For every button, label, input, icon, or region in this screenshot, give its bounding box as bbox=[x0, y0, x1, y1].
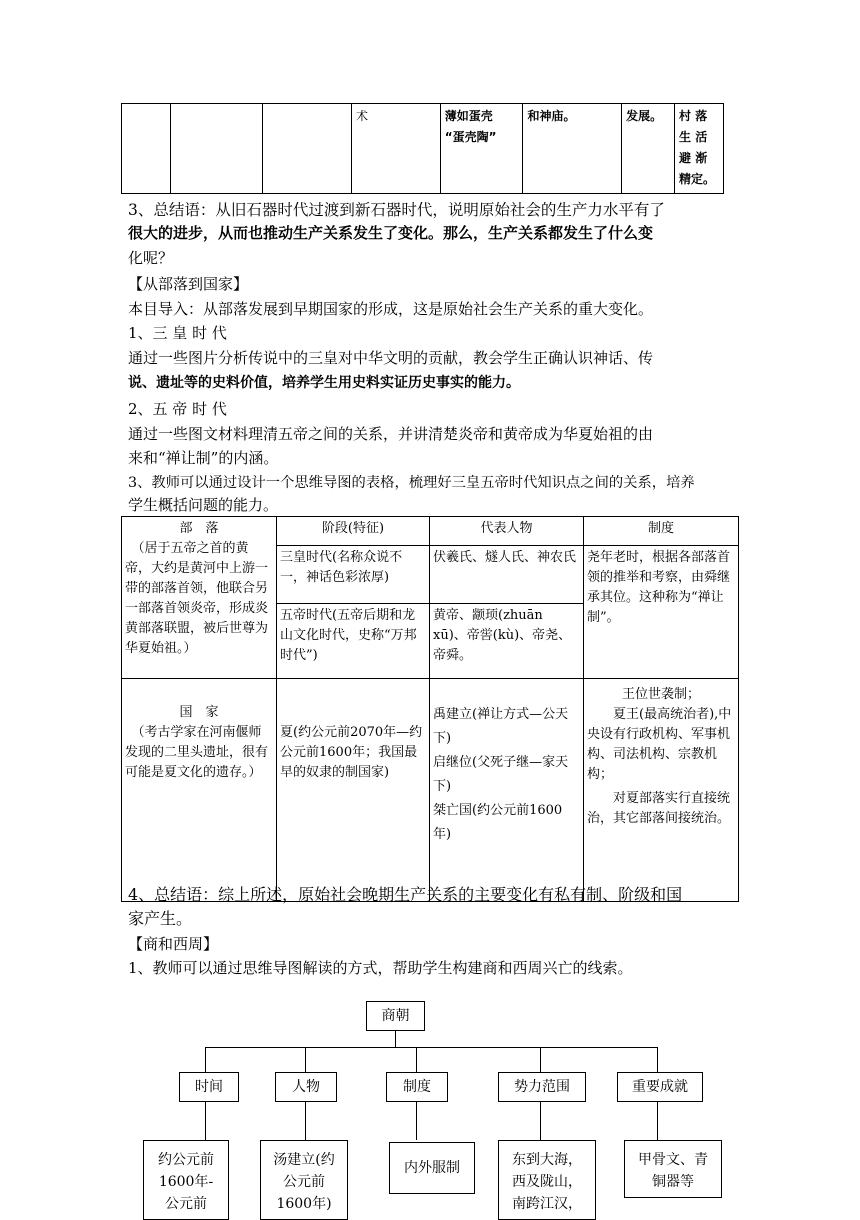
section-intro: 本目导入：从部落发展到早期国家的形成，这是原始社会生产关系的重大变化。 bbox=[128, 300, 654, 318]
section-heading-shang: 【商和西周】 bbox=[128, 935, 219, 953]
three-emperors-table bbox=[121, 516, 739, 902]
summary4-line2: 家产生。 bbox=[128, 909, 193, 928]
state-stage-cell: 夏(约公元前2070年—约公元前1600年；我国最早的奴隶的制国家) bbox=[277, 679, 430, 902]
mindmap-branch-people: 人物 bbox=[275, 1072, 337, 1102]
state-system: 夏王(最高统治者),中央设有行政机构、军事机构、司法机构、宗教机构； bbox=[587, 707, 732, 782]
item1-line2: 说、遗址等的史料价值，培养学生用史料实证历史事实的能力。 bbox=[128, 375, 520, 391]
mindmap-connector bbox=[305, 1047, 306, 1072]
state-system-cell bbox=[584, 679, 739, 902]
header-people: 代表人物 bbox=[430, 517, 584, 546]
mindmap-branch-territory: 势力范围 bbox=[498, 1072, 586, 1102]
mindmap-leaf-achievements: 甲骨文、青 铜器等 bbox=[624, 1140, 722, 1198]
item3-line2: 学生概括问题的能力。 bbox=[128, 496, 279, 514]
summary3-line2: 很大的进步，从而也推动生产关系发生了变化。那么，生产关系都发生了什么变 bbox=[128, 224, 654, 242]
mindmap-connector bbox=[205, 1047, 657, 1048]
header-system: 制度 bbox=[584, 517, 739, 546]
item1-line1: 通过一些图片分析传说中的三皇对中华文明的贡献，教会学生正确认识神话、传 bbox=[128, 349, 654, 367]
mindmap-connector bbox=[416, 1047, 417, 1072]
mindmap-connector bbox=[205, 1102, 206, 1140]
table-cell bbox=[263, 104, 352, 194]
table-cell bbox=[170, 104, 263, 194]
mindmap-connector bbox=[395, 1031, 396, 1047]
summary3-line3: 化呢？ bbox=[128, 249, 174, 267]
table-cell: 术 bbox=[352, 104, 441, 194]
table-cell bbox=[122, 104, 171, 194]
item2-line1: 通过一些图文材料理清五帝之间的关系，并讲清楚炎帝和黄帝成为华夏始祖的由 bbox=[128, 425, 654, 443]
item2-line2: 来和“禅让制”的内涵。 bbox=[128, 449, 279, 467]
mindmap-branch-achievements: 重要成就 bbox=[617, 1072, 703, 1102]
tribe-cell bbox=[122, 517, 277, 679]
mindmap-connector bbox=[416, 1102, 417, 1140]
tribe-desc: （居于五帝之首的黄帝，大约是黄河中上游一带的部落首领，他联合另一部落首领炎帝，形成炎黄部落联盟，被后世尊为华夏始祖。） bbox=[125, 541, 269, 656]
state-cell bbox=[122, 679, 277, 902]
mindmap-branch-system: 制度 bbox=[386, 1072, 448, 1102]
people1-cell: 伏羲氏、燧人氏、神农氏 bbox=[430, 546, 584, 604]
table-row bbox=[122, 517, 739, 546]
table-row bbox=[122, 679, 739, 902]
item3-line1: 3、教师可以通过设计一个思维导图的表格，梳理好三皇五帝时代知识点之间的关系，培养 bbox=[128, 475, 695, 491]
mindmap-connector bbox=[657, 1102, 658, 1140]
state-people-cell: 禹建立(禅让方式—公天下) 启继位(父死子继—家天下) 桀亡国(约公元前1600年) bbox=[430, 679, 584, 902]
shang-item1: 1、教师可以通过思维导图解读的方式，帮助学生构建商和西周兴亡的线索。 bbox=[128, 959, 633, 977]
state-title: 国 家 bbox=[179, 705, 219, 720]
mindmap-root: 商朝 bbox=[366, 1001, 425, 1031]
summary4-line1: 4、总结语：综上所述，原始社会晚期生产关系的主要变化有私有制、阶级和国 bbox=[128, 885, 683, 904]
table-cell: 和神庙。 bbox=[523, 104, 622, 194]
mindmap-connector bbox=[205, 1047, 206, 1072]
mindmap-connector bbox=[540, 1102, 541, 1140]
table-cell: 发展。 bbox=[622, 104, 675, 194]
tribe-title: 部 落 bbox=[179, 521, 219, 536]
top-table bbox=[121, 103, 724, 194]
section-heading-tribe: 【从部落到国家】 bbox=[128, 275, 249, 293]
table-cell: 村 落 生 活 避 渐 精定。 bbox=[675, 104, 724, 194]
mindmap-leaf-time: 约公元前 1600年- 公元前 bbox=[143, 1140, 229, 1220]
stage1-cell: 三皇时代(名称众说不一，神话色彩浓厚) bbox=[277, 546, 430, 604]
header-stage: 阶段(特征) bbox=[277, 517, 430, 546]
state-system2: 对夏部落实行直接统治，其它部落间接统治。 bbox=[587, 791, 731, 826]
mindmap-connector bbox=[657, 1047, 658, 1072]
mindmap-branch-time: 时间 bbox=[179, 1072, 239, 1102]
stage2-cell: 五帝时代(五帝后期和龙山文化时代，史称“万邦时代”) bbox=[277, 604, 430, 679]
state-system-title: 王位世袭制； bbox=[621, 687, 700, 702]
mindmap-leaf-system: 内外服制 bbox=[389, 1142, 475, 1194]
table-row bbox=[122, 104, 724, 194]
state-desc: （考古学家在河南偃师发现的二里头遗址，很有可能是夏文化的遗存。） bbox=[125, 725, 269, 780]
people2-cell: 黄帝、颛顼(zhuān xū)、帝喾(kù)、帝尧、帝舜。 bbox=[430, 604, 584, 679]
mindmap-leaf-people: 汤建立(约 公元前 1600年) bbox=[260, 1140, 348, 1220]
system1-cell: 尧年老时，根据各部落首领的推举和考察，由舜继承其位。这种称为“禅让制”。 bbox=[584, 546, 739, 679]
mindmap-connector bbox=[540, 1047, 541, 1072]
item2-title: 2、五 帝 时 代 bbox=[128, 400, 227, 418]
summary3-line1: 3、总结语：从旧石器时代过渡到新石器时代，说明原始社会的生产力水平有了 bbox=[128, 201, 665, 219]
mindmap-leaf-territory: 东到大海， 西及陇山， 南跨江汉， bbox=[498, 1140, 596, 1220]
table-cell: 薄如蛋壳 “蛋壳陶” bbox=[440, 104, 523, 194]
mindmap-connector bbox=[305, 1102, 306, 1140]
item1-title: 1、三 皇 时 代 bbox=[128, 324, 227, 342]
